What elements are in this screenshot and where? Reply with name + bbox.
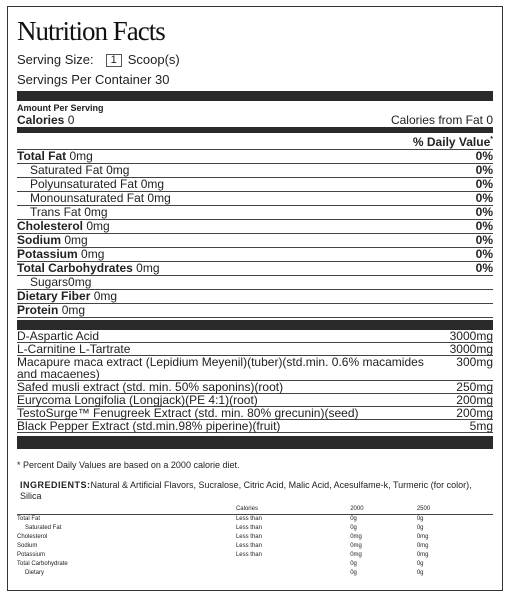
- daily-value-marker: *: [490, 136, 493, 143]
- reference-cell: 0g: [350, 570, 357, 576]
- nutrient-amount: 0mg: [84, 205, 108, 219]
- daily-value-label: % Daily Value: [412, 135, 491, 149]
- ingredient-name: Safed musli extract (std. min. 50% saponins)(root): [17, 380, 284, 394]
- reference-cell: [236, 569, 350, 578]
- reference-row: [17, 551, 493, 560]
- reference-cell: Less than: [235, 534, 262, 540]
- reference-cell: Less than: [235, 552, 262, 558]
- nutrient-label: [17, 150, 93, 163]
- nutrient-name: Monounsaturated Fat: [30, 191, 145, 205]
- ingredient-amount: 200mg: [456, 406, 493, 420]
- ingredient-list: [17, 330, 493, 433]
- nutrient-daily-value: 0%: [475, 149, 493, 163]
- nutrient-daily-value: 0%: [475, 261, 493, 275]
- nutrient-daily-value: 0%: [475, 163, 493, 177]
- nutrient-amount: 0mg: [81, 247, 105, 261]
- ingredient-amount: 250mg: [456, 380, 493, 394]
- divider-thick-3: [17, 436, 493, 449]
- label-title: Nutrition Facts: [17, 16, 165, 46]
- nutrient-name: Sugars: [30, 275, 69, 289]
- nutrient-label: [17, 178, 164, 191]
- nutrient-daily-value: 0%: [475, 205, 493, 219]
- nutrient-row: [17, 234, 493, 248]
- nutrient-row: [17, 206, 493, 220]
- reference-cell: 0mg: [416, 534, 429, 540]
- reference-cell: 0mg: [350, 552, 362, 558]
- reference-cell: 0g: [350, 561, 357, 567]
- calories-label: Calories: [17, 113, 65, 127]
- nutrient-list: [17, 150, 493, 318]
- reference-cell: 0g: [416, 525, 424, 531]
- nutrient-amount: 0mg: [64, 233, 88, 247]
- calories-value: 0: [67, 113, 75, 127]
- ingredient-row: [17, 420, 493, 433]
- ingredient-amount: 5mg: [469, 419, 493, 433]
- reference-row: [17, 515, 493, 525]
- reference-row: [17, 524, 493, 533]
- reference-row: [17, 569, 493, 578]
- ingredient-amount: 300mg: [456, 355, 493, 369]
- nutrient-name: Sodium: [17, 233, 61, 247]
- ingredient-amount: 3000mg: [449, 329, 493, 343]
- reference-cell: Cholesterol: [17, 534, 48, 540]
- daily-value-footnote: * Percent Daily Values are based on a 2000 calorie diet.: [17, 460, 240, 470]
- nutrient-label: [17, 262, 160, 275]
- reference-cell: Saturated Fat: [25, 525, 62, 531]
- ingredient-name: Black Pepper Extract (std.min.98% piperine)(fruit): [17, 419, 281, 433]
- reference-cell: 0mg: [350, 534, 362, 540]
- ingredient-name: D-Aspartic Acid: [17, 329, 100, 343]
- reference-table: [17, 505, 493, 578]
- ingredient-amount: 200mg: [456, 393, 493, 407]
- nutrient-name: Total Carbohydrates: [17, 261, 133, 275]
- nutrient-name: Protein: [17, 303, 59, 317]
- nutrient-amount: 0mg: [93, 289, 118, 303]
- reference-header-cell: Calories: [236, 505, 350, 515]
- calories-row: [17, 114, 493, 127]
- reference-header-cell: [17, 505, 236, 515]
- servings-per-container: Servings Per Container 30: [17, 72, 170, 87]
- nutrient-daily-value: 0%: [475, 219, 493, 233]
- reference-row: [17, 542, 493, 551]
- nutrient-row: [17, 290, 493, 304]
- nutrient-name: Saturated Fat: [30, 163, 103, 177]
- nutrient-row: [17, 150, 493, 164]
- nutrient-row: [17, 164, 493, 178]
- nutrient-label: [17, 206, 108, 219]
- nutrient-amount: 0mg: [106, 163, 130, 177]
- reference-cell: Less than: [235, 516, 262, 522]
- reference-cell: Total Fat: [17, 516, 41, 522]
- nutrient-amount: 0mg: [86, 219, 110, 233]
- reference-cell: 0g: [416, 516, 424, 522]
- nutrient-amount: 0mg: [68, 275, 92, 289]
- nutrient-amount: 0mg: [147, 191, 171, 205]
- nutrient-label: [17, 192, 171, 205]
- nutrient-label: [17, 234, 88, 247]
- divider-thick: [17, 91, 493, 101]
- ingredient-name: Macapure maca extract (Lepidium Meyenil)(tuber)(std.min. 0.6% macamides and macaenes): [17, 355, 424, 381]
- nutrient-amount: 0mg: [140, 177, 165, 191]
- nutrient-daily-value: 0%: [475, 191, 493, 205]
- nutrient-row: [17, 276, 493, 290]
- serving-size-label: Serving Size:: [17, 52, 94, 67]
- other-ingredients-label: INGREDIENTS:: [20, 480, 91, 490]
- reference-cell: 0mg: [416, 543, 429, 549]
- daily-value-header: [17, 133, 493, 150]
- other-ingredients: [17, 480, 493, 502]
- calories-from-fat: Calories from Fat 0: [390, 113, 493, 127]
- nutrient-amount: 0mg: [69, 149, 93, 163]
- reference-cell: Less than: [235, 525, 262, 531]
- nutrient-row: [17, 248, 493, 262]
- reference-row: [17, 560, 493, 569]
- reference-cell: Less than: [235, 543, 262, 549]
- nutrient-name: Dietary Fiber: [17, 289, 91, 303]
- nutrient-row: [17, 192, 493, 206]
- ingredient-amount: 3000mg: [449, 342, 493, 356]
- panel-inner: [17, 7, 493, 578]
- serving-unit: Scoop(s): [127, 52, 180, 67]
- amount-per-serving: Amount Per Serving: [17, 103, 104, 113]
- nutrient-amount: 0mg: [61, 303, 86, 317]
- nutrient-label: [17, 276, 91, 289]
- nutrient-row: [17, 262, 493, 276]
- nutrient-row: [17, 178, 493, 192]
- reference-header-cell: 2000: [350, 505, 417, 515]
- reference-cell: 0mg: [416, 552, 429, 558]
- ingredient-name: TestoSurge™ Fenugreek Extract (std. min. 80% grecunin)(seed): [17, 406, 359, 420]
- nutrient-amount: 0mg: [136, 261, 160, 275]
- ingredient-name: L-Carnitine L-Tartrate: [17, 342, 131, 356]
- reference-cell: Dietary: [25, 570, 45, 576]
- reference-row: [17, 533, 493, 542]
- reference-cell: Total Carbohydrate: [17, 561, 68, 567]
- nutrient-name: Cholesterol: [17, 219, 84, 233]
- ingredient-name: Eurycoma Longifolia (Longjack)(PE 4:1)(root): [17, 393, 258, 407]
- serving-qty-box: 1: [106, 54, 122, 67]
- nutrient-row: [17, 304, 493, 318]
- reference-header-row: [17, 505, 493, 515]
- reference-header-cell: 2500: [417, 505, 493, 515]
- reference-cell: Sodium: [17, 543, 38, 549]
- nutrient-name: Potassium: [17, 247, 78, 261]
- other-ingredients-text: Natural & Artificial Flavors, Sucralose, Citric Acid, Malic Acid, Acesulfame-k, Turmeric (for color), Silica: [20, 480, 472, 501]
- nutrient-daily-value: 0%: [475, 247, 493, 261]
- nutrient-label: [17, 304, 85, 317]
- reference-cell: 0g: [350, 525, 357, 531]
- nutrient-row: [17, 220, 493, 234]
- nutrient-label: [17, 220, 110, 233]
- ingredient-row: [17, 356, 493, 381]
- nutrient-daily-value: 0%: [475, 177, 493, 191]
- reference-cell: 0mg: [350, 543, 362, 549]
- reference-cell: 0g: [416, 561, 424, 567]
- reference-cell: Potassium: [17, 552, 46, 558]
- nutrient-label: [17, 290, 117, 303]
- nutrient-name: Trans Fat: [30, 205, 81, 219]
- nutrient-name: Total Fat: [17, 149, 67, 163]
- nutrient-label: [17, 248, 104, 261]
- reference-cell: 0g: [350, 516, 357, 522]
- reference-cell: [236, 560, 350, 569]
- reference-cell: 0g: [416, 570, 424, 576]
- nutrient-label: [17, 164, 129, 177]
- nutrient-name: Polyunsaturated Fat: [30, 177, 138, 191]
- serving-size-row: [17, 52, 493, 68]
- calories-label-group: [17, 114, 74, 127]
- nutrient-daily-value: 0%: [475, 233, 493, 247]
- nutrition-facts-panel: [7, 6, 503, 591]
